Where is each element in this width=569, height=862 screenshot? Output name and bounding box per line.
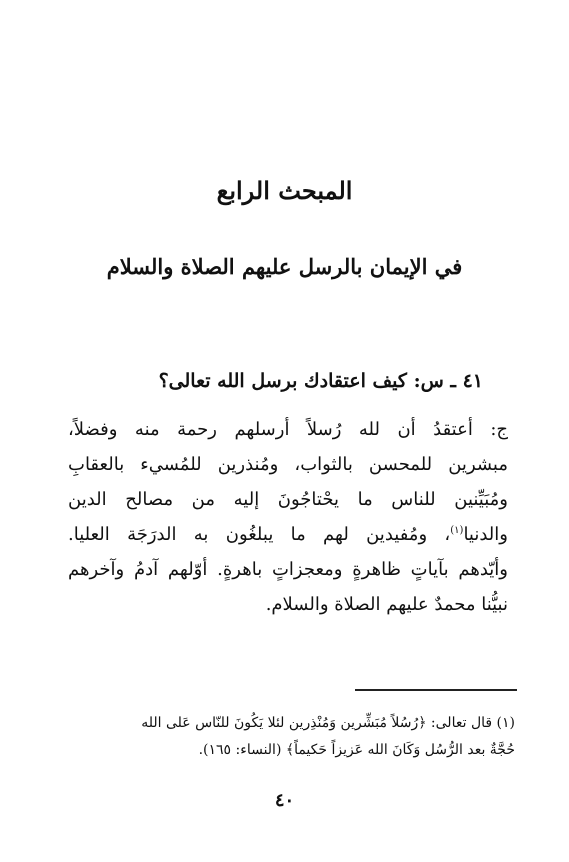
- answer-line-end: ، ومُفيدين لهم ما يبلغُون به الدرَجَة العليا.: [68, 524, 451, 545]
- answer-line: ج: أعتقدُ أن لله رُسلاً أرسلهم رحمة منه وفضلاً،: [68, 419, 508, 440]
- answer-line: نبيُّنا محمدٌ عليهم الصلاة والسلام.: [265, 594, 508, 615]
- footnote-line: (١) قال تعالى: ﴿رُسُلاً مُبَشِّرين وَمُنْذِرين لئلا يَكُونَ للنّاس عَلى الله: [141, 715, 515, 731]
- footnote-line: حُجَّةٌ بعد الرُّسُل وَكَانَ الله عَزيزاً حَكيماً﴾ (النساء: ١٦٥).: [198, 742, 515, 758]
- page-number: ٤٠: [274, 790, 295, 811]
- chapter-title: المبحث الرابع: [216, 176, 353, 205]
- chapter-subtitle: في الإيمان بالرسل عليهم الصلاة والسلام: [106, 254, 463, 279]
- answer-paragraph: [68, 412, 508, 622]
- answer-line: ومُبَيِّنين للناس ما يحْتاجُونَ إليه من مصالح الدين: [68, 489, 508, 510]
- answer-line-start: والدنيا: [463, 524, 508, 545]
- answer-line: مبشرين للمحسن بالثواب، ومُنذرين للمُسيء بالعقابِ: [68, 454, 508, 475]
- answer-line: وأيّدهم بآياتٍ ظاهرةٍ ومعجزاتٍ باهرةٍ. أوّلهم آدمُ وآخرهم: [68, 559, 508, 580]
- footnote-divider: [355, 689, 517, 691]
- footnote-marker: (١): [450, 525, 464, 536]
- question-41: ٤١ ـ س: كيف اعتقادك برسل الله تعالى؟: [158, 370, 483, 392]
- answer-line: [68, 517, 508, 552]
- footnote: [60, 710, 515, 764]
